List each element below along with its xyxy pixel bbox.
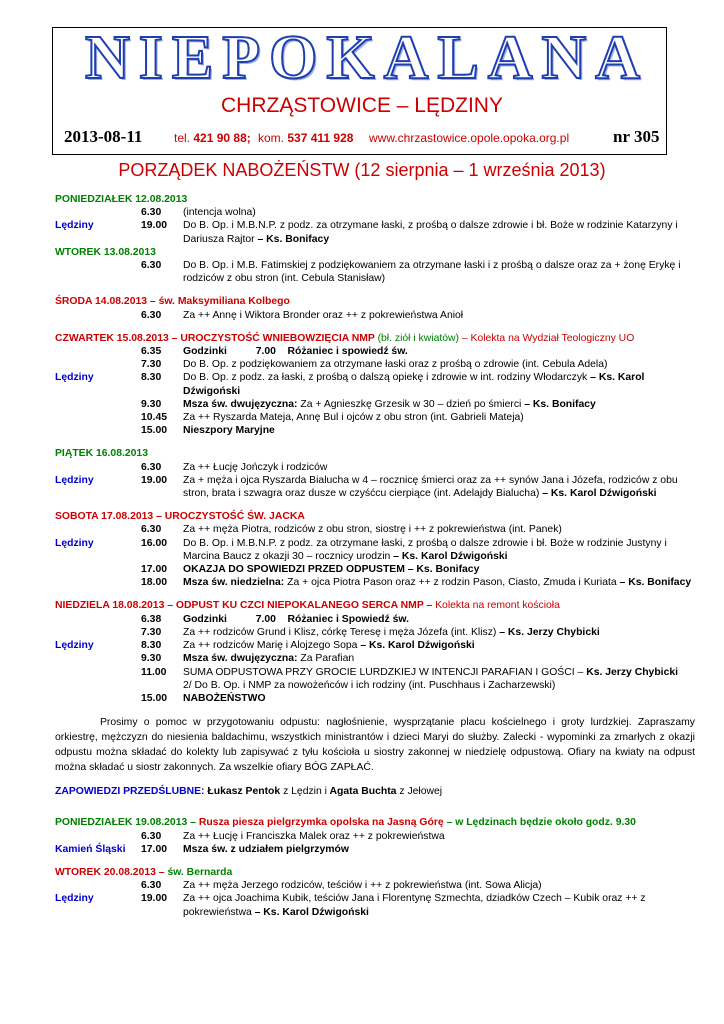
schedule-days-week2 xyxy=(55,816,695,918)
row-time: 6.30 xyxy=(141,461,162,473)
row-intention: Za ++ Ryszarda Mateja, Annę Bul i ojców z obu stron (int. Gabrieli Mateja) xyxy=(183,412,524,424)
day-title: WTOREK 13.08.2013 xyxy=(55,246,156,258)
day-block xyxy=(55,510,695,589)
row-text xyxy=(183,537,695,563)
schedule-row xyxy=(55,843,695,856)
day-note-red: Kolekta na remont kościoła xyxy=(435,600,560,612)
day-heading xyxy=(55,510,695,523)
row-time: 6.30 xyxy=(141,207,162,219)
schedule-row xyxy=(55,345,695,358)
row-intention: Do B. Op. z podz. za łaski, z prośbą o dalszą opiekę i zdrowie w int. rodziny Włodarczyk xyxy=(183,372,588,384)
row-text xyxy=(183,652,695,665)
day-block xyxy=(55,193,695,246)
schedule-row xyxy=(55,692,695,705)
row-time: 19.00 xyxy=(141,220,168,232)
row-location xyxy=(55,523,141,536)
row-time: 15.00 xyxy=(141,692,168,704)
row-location xyxy=(55,206,141,219)
row-location xyxy=(55,830,141,843)
row-text xyxy=(183,830,695,843)
schedule-row xyxy=(55,461,695,474)
row-intention: Za ++ Łucję Jończyk i rodziców xyxy=(183,461,328,473)
row-intention: Za ++ rodziców Marię i Alojzego Sopa xyxy=(183,640,358,652)
schedule-row xyxy=(55,666,695,679)
row-lead: NABOŻEŃSTWO xyxy=(183,692,266,704)
masthead-title: NIEPOKALANA xyxy=(84,24,650,92)
day-block xyxy=(55,866,695,919)
announcement-paragraph: Prosimy o pomoc w przygotowaniu odpustu: nagłośnienie, wysprzątanie placu kościelnego i groty lurdzkiej. Zapraszamy orkiestrę, mężczyzn do niesienia baldachimu, wszystkich ministrantów i dzieci Maryi do służby. Zalecki - wypominki za zmarłych z okazji odpustu można składać do kolekty lub zapisywać z tyłu kościoła u siostry zakonnej w niedzielę odpustową. Ofiary na kwiaty na odpust można składać u siostr zakonnych. Za wszelkie ofiary BÓG ZAPŁAĆ. xyxy=(55,717,695,774)
row-location xyxy=(55,345,141,358)
schedule-row xyxy=(55,411,695,424)
schedule-row xyxy=(55,652,695,665)
row-intention: Do B. Op. i M.B.N.P. z podz. za otrzymane łaski, z prośbą o dalsze zdrowie i bł. Boże w rodzinie Justyny i Marcina Baucz z okazji 30 – rocznicy urodzin xyxy=(183,537,667,562)
row-location xyxy=(55,424,141,437)
schedule-days-week1 xyxy=(55,193,695,705)
row-location xyxy=(55,259,141,285)
row-location xyxy=(55,411,141,424)
row-intention: Za ++ ojca Joachima Kubik, teściów Jana i Florentynę Szmechta, dziadków Czech – Kubik oraz ++ z pokrewieństwa xyxy=(183,893,646,918)
row-text xyxy=(183,358,695,371)
day-note-green: (bł. ziół i kwiatów) xyxy=(377,332,459,344)
row-text xyxy=(183,206,695,219)
row-priest: – Ks. Karol Dźwigoński xyxy=(542,488,657,500)
row-time: 9.30 xyxy=(141,398,162,410)
day-heading xyxy=(55,332,695,345)
row-location xyxy=(55,576,141,589)
engaged-name-1: Łukasz Pentok xyxy=(207,786,281,798)
schedule-row xyxy=(55,358,695,371)
mobile-label: kom. xyxy=(258,131,285,145)
day-title: NIEDZIELA 18.08.2013 – ODPUST KU CZCI NIEPOKALANEGO SERCA NMP – xyxy=(55,600,433,612)
row-text xyxy=(183,563,695,576)
row-time: 19.00 xyxy=(141,893,168,905)
row-time: 17.00 xyxy=(141,843,168,855)
row-intention: Za ++ męża Jerzego rodziców, teściów i ++ z pokrewieństwa (int. Sowa Alicja) xyxy=(183,880,542,892)
row-priest: – Ks. Bonifacy xyxy=(257,233,330,245)
day-heading xyxy=(55,866,695,879)
row-location xyxy=(55,652,141,665)
masthead-subtitle: CHRZĄSTOWICE – LĘDZINY xyxy=(221,94,503,117)
row-priest: – Ks. Karol Dźwigoński xyxy=(183,372,645,397)
day-title: ŚRODA 14.08.2013 – św. Maksymiliana Kolbego xyxy=(55,296,290,308)
row-location: Kamień Śląski xyxy=(55,843,126,855)
row-time: 6.30 xyxy=(141,524,162,536)
row-priest: – Ks. Jerzy Chybicki xyxy=(499,626,600,638)
row-time: 6.30 xyxy=(141,880,162,892)
row-location xyxy=(55,679,141,692)
day-heading xyxy=(55,816,695,829)
row-intention: Do B. Op. z podziękowaniem za otrzymane łaski oraz z prośbą o zdrowie (int. Cebula Adela) xyxy=(183,359,608,371)
row-time: 17.00 xyxy=(141,564,168,576)
day-note-red: – Kolekta na Wydział Teologiczny UO xyxy=(461,332,635,344)
schedule-row xyxy=(55,639,695,652)
row-time: 6.30 xyxy=(141,309,162,321)
row-intention: Za + ojca Piotra Pason oraz ++ z rodzin Pason, Ciasto, Zmuda i Kuriata xyxy=(287,577,617,589)
day-title: PIĄTEK 16.08.2013 xyxy=(55,448,148,460)
row-time: 7.30 xyxy=(141,359,162,371)
mobile xyxy=(258,131,353,145)
row-text xyxy=(183,679,695,692)
row-time: 11.00 xyxy=(141,666,167,678)
row-time: 6.30 xyxy=(141,260,162,272)
row-text xyxy=(183,639,695,652)
row-intention: Za ++ rodziców Grund i Klisz, córkę Teresę i męża Józefa (int. Klisz) xyxy=(183,626,497,638)
row-priest: Ks. Jerzy Chybicki xyxy=(586,666,679,678)
row-priest: – Ks. Karol Dźwigoński xyxy=(254,906,369,918)
row-text xyxy=(183,892,695,918)
day-note-red: Rusza piesza pielgrzymka opolska na Jasną Górę xyxy=(198,817,444,829)
row-lead: OKAZJA DO SPOWIEDZI PRZED ODPUSTEM – Ks. Bonifacy xyxy=(183,564,480,576)
schedule-row xyxy=(55,626,695,639)
row-location xyxy=(55,626,141,639)
day-title: PONIEDZIAŁEK 12.08.2013 xyxy=(55,194,188,205)
row-time: 8.30 xyxy=(141,640,162,652)
row-lead: Msza św. dwujęzyczna: xyxy=(183,653,298,665)
row-location: Lędziny xyxy=(55,893,94,905)
row-intention: Za + męża i ojca Ryszarda Bialucha w 4 – rocznicę śmierci oraz za ++ synów Jana i Józefa, rodziców z obu stron, brata i szwagra oraz dusze w czyśćcu cierpiące (int. Adelajdy Bialucha) xyxy=(183,474,678,500)
schedule-row xyxy=(55,398,695,411)
schedule-row xyxy=(55,206,695,219)
row-lead: Msza św. niedzielna: xyxy=(183,577,285,589)
row-time: 6.30 xyxy=(141,830,162,842)
row-lead: Msza św. dwujęzyczna: xyxy=(183,398,298,410)
masthead xyxy=(0,24,724,92)
spacer xyxy=(55,798,695,816)
schedule-row xyxy=(55,879,695,892)
row-text xyxy=(183,461,695,474)
row-intention: Do B. Op. i M.B.N.P. z podz. za otrzymane łaski, z prośbą o dalsze zdrowie i bł. Boże w rodzinie Katarzyny i Dariusza Rajtor xyxy=(183,220,678,245)
row-location xyxy=(55,309,141,322)
day-heading xyxy=(55,246,695,259)
row-time: 16.00 xyxy=(141,537,168,549)
row-intention: Do B. Op. i M.B. Fatimskiej z podziękowaniem za otrzymane łaski i z prośbą o dalsze oraz za + żonę Erykę i rodziców z obu stron (int. Cebula Stanisław) xyxy=(183,260,681,285)
row-text xyxy=(183,523,695,536)
row-time: 15.00 xyxy=(141,425,168,437)
day-heading xyxy=(55,295,695,308)
day-block xyxy=(55,447,695,500)
row-text xyxy=(183,411,695,424)
row-time: 6.35 xyxy=(141,346,162,358)
schedule-row xyxy=(55,830,695,843)
row-location: Lędziny xyxy=(55,640,94,652)
row-time xyxy=(141,679,183,692)
row-text xyxy=(183,259,695,285)
schedule-row xyxy=(55,259,695,285)
day-note-green: św. Bernarda xyxy=(167,866,233,878)
row-location xyxy=(55,613,141,626)
row-text xyxy=(183,692,695,705)
day-block xyxy=(55,816,695,856)
day-title: CZWARTEK 15.08.2013 – UROCZYSTOŚĆ WNIEBOWZIĘCIA NMP xyxy=(55,332,375,344)
row-lead: Msza św. z udziałem pielgrzymów xyxy=(183,843,349,855)
issue-number: nr 305 xyxy=(613,127,660,146)
row-text xyxy=(183,474,695,500)
row-time: 9.30 xyxy=(141,653,162,665)
engaged-from-1: z Lędzin i xyxy=(283,786,327,798)
engaged-name-2: Agata Buchta xyxy=(329,786,397,798)
row-location xyxy=(55,563,141,576)
row-location: Lędziny xyxy=(55,220,94,232)
issue-date: 2013-08-11 xyxy=(64,127,143,146)
row-lead: Godzinki 7.00 Różaniec i Spowiedź św. xyxy=(183,613,409,625)
row-location xyxy=(55,358,141,371)
row-priest: – Ks. Bonifacy xyxy=(619,577,692,589)
row-lead: Nieszpory Maryjne xyxy=(183,425,275,437)
day-note-green: – w Lędzinach będzie około godz. 9.30 xyxy=(446,817,636,829)
row-intention: Za ++ Annę i Wiktora Bronder oraz ++ z pokrewieństwa Anioł xyxy=(183,309,464,321)
row-intention: Za ++ męża Piotra, rodziców z obu stron, siostrę i ++ z pokrewieństwa (int. Panek) xyxy=(183,524,562,536)
row-intention: Za Parafian xyxy=(300,653,355,665)
row-text xyxy=(183,613,695,626)
schedule-row xyxy=(55,523,695,536)
row-location xyxy=(55,692,141,705)
schedule-row xyxy=(55,537,695,563)
row-time: 8.30 xyxy=(141,372,162,384)
row-intention: Za ++ Łucję i Franciszka Malek oraz ++ z pokrewieństwa xyxy=(183,830,445,842)
row-location xyxy=(55,879,141,892)
info-bar xyxy=(58,128,662,146)
row-text xyxy=(183,666,695,679)
engagements-label: ZAPOWIEDZI PRZEDŚLUBNE: xyxy=(55,786,205,798)
row-intention: 2/ Do B. Op. i NMP za nowożeńców i ich rodziny (int. Puschhaus i Zacharzewski) xyxy=(183,679,556,691)
row-location: Lędziny xyxy=(55,537,94,549)
row-priest: – Ks. Karol Dźwigoński xyxy=(393,550,508,562)
row-time: 10.45 xyxy=(141,412,168,424)
schedule-row xyxy=(55,371,695,397)
row-text xyxy=(183,345,695,358)
day-heading xyxy=(55,599,695,612)
row-location xyxy=(55,666,141,679)
phone-label: tel. xyxy=(174,131,191,145)
row-text xyxy=(183,626,695,639)
row-location: Lędziny xyxy=(55,474,94,486)
schedule-row xyxy=(55,613,695,626)
row-location xyxy=(55,461,141,474)
schedule-row xyxy=(55,563,695,576)
row-text xyxy=(183,309,695,322)
phone xyxy=(174,131,251,145)
schedule-row xyxy=(55,576,695,589)
row-text xyxy=(183,219,695,245)
schedule-row xyxy=(55,679,695,692)
schedule-row xyxy=(55,309,695,322)
day-block xyxy=(55,332,695,438)
row-text xyxy=(183,879,695,892)
row-time: 6.38 xyxy=(141,613,162,625)
day-block xyxy=(55,295,695,321)
row-intention: (intencja wolna) xyxy=(183,207,256,219)
engaged-from-2: z Jełowej xyxy=(399,786,443,798)
website-link[interactable]: www.chrzastowice.opole.opoka.org.pl xyxy=(369,131,570,145)
schedule-row xyxy=(55,474,695,500)
row-text xyxy=(183,843,695,856)
row-intention: SUMA ODPUSTOWA PRZY GROCIE LURDZKIEJ W INTENCJI PARAFIAN I GOŚCI – xyxy=(183,666,584,678)
mobile-number: 537 411 928 xyxy=(287,131,354,145)
engagements xyxy=(55,785,695,798)
row-time: 18.00 xyxy=(141,577,168,589)
row-priest: – Ks. Bonifacy xyxy=(524,398,596,410)
row-text xyxy=(183,371,695,397)
schedule-row xyxy=(55,892,695,918)
row-text xyxy=(183,576,695,589)
row-location xyxy=(55,398,141,411)
day-title: WTOREK 20.08.2013 – xyxy=(55,866,165,878)
row-location: Lędziny xyxy=(55,372,94,384)
row-text xyxy=(183,424,695,437)
row-time: 7.30 xyxy=(141,626,162,638)
day-heading xyxy=(55,447,695,460)
day-title: PONIEDZIAŁEK 19.08.2013 – xyxy=(55,817,196,829)
phone-number: 421 90 88; xyxy=(193,131,251,145)
row-intention: Za + Agnieszkę Grzesik w 30 – dzień po śmierci xyxy=(300,398,522,410)
day-block xyxy=(55,599,695,705)
schedule xyxy=(55,193,695,919)
row-priest: – Ks. Karol Dźwigoński xyxy=(360,640,475,652)
day-heading xyxy=(55,193,695,206)
row-time: 19.00 xyxy=(141,474,168,486)
page-title: PORZĄDEK NABOŻEŃSTW (12 sierpnia – 1 września 2013) xyxy=(118,160,606,180)
schedule-row xyxy=(55,219,695,245)
row-lead: Godzinki 7.00 Różaniec i spowiedź św. xyxy=(183,346,408,358)
day-title: SOBOTA 17.08.2013 – UROCZYSTOŚĆ ŚW. JACKA xyxy=(55,511,305,523)
schedule-row xyxy=(55,424,695,437)
row-text xyxy=(183,398,695,411)
day-block xyxy=(55,246,695,286)
